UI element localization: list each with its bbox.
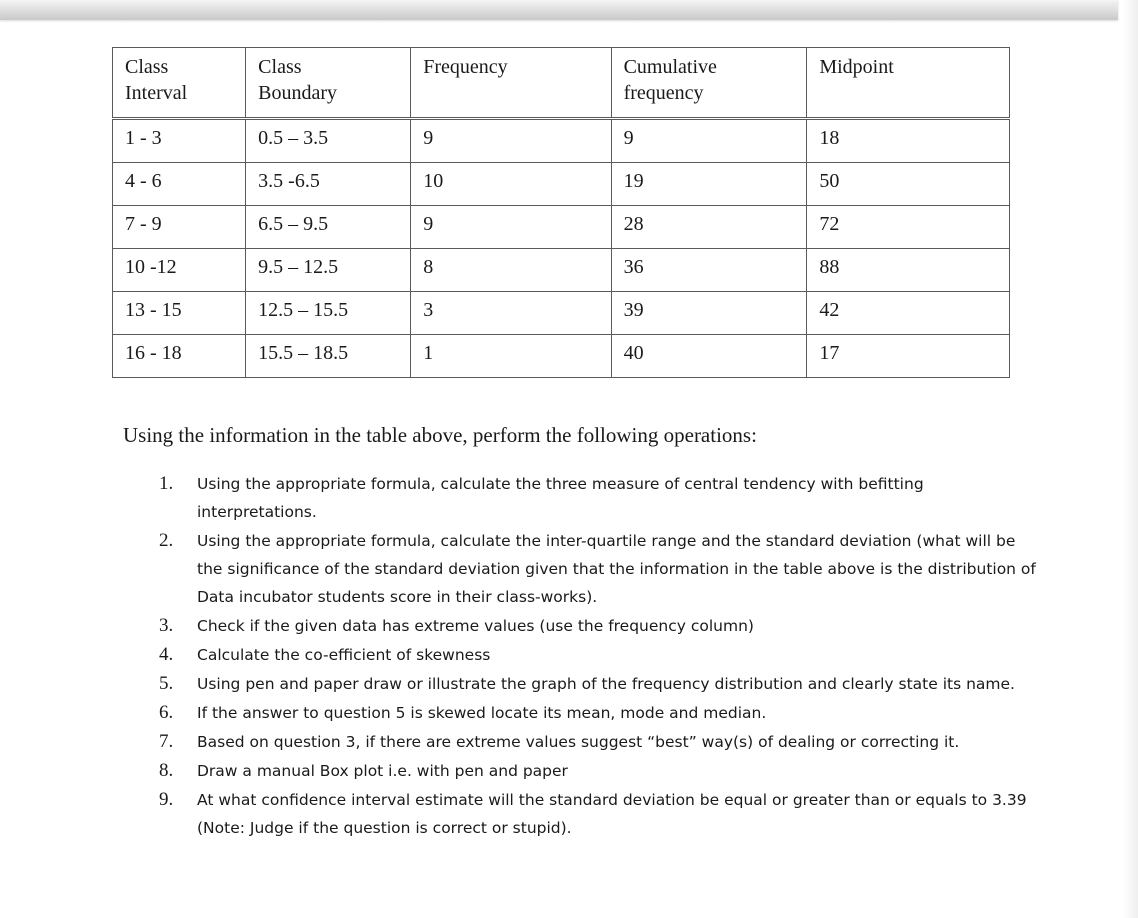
cell-class-boundary: 3.5 -6.5 [246, 163, 411, 206]
question-number: 2. [159, 530, 174, 551]
question-item [153, 470, 1043, 526]
question-item [153, 670, 1043, 698]
question-text: Check if the given data has extreme values (use the frequency column) [197, 617, 754, 635]
page-right-edge [1122, 0, 1138, 918]
window-top-edge [0, 0, 1118, 20]
cell-midpoint: 50 [807, 163, 1010, 206]
table-row [113, 249, 1010, 292]
cell-midpoint: 42 [807, 292, 1010, 335]
cell-midpoint: 18 [807, 119, 1010, 163]
question-number: 6. [159, 702, 174, 723]
cell-class-boundary: 6.5 – 9.5 [246, 206, 411, 249]
cell-frequency: 10 [411, 163, 611, 206]
question-text: If the answer to question 5 is skewed locate its mean, mode and median. [197, 704, 767, 722]
question-text: Based on question 3, if there are extreme values suggest “best” way(s) of dealing or correcting it. [197, 733, 960, 751]
cell-cumulative-frequency: 9 [611, 119, 807, 163]
frequency-table [112, 47, 1010, 378]
cell-frequency: 3 [411, 292, 611, 335]
table-row [113, 206, 1010, 249]
header-class-interval: Class Interval [113, 48, 246, 119]
question-item [153, 728, 1043, 756]
question-number: 5. [159, 673, 174, 694]
question-number: 1. [159, 473, 174, 494]
cell-class-interval: 10 -12 [113, 249, 246, 292]
question-text: Using the appropriate formula, calculate the three measure of central tendency with befitting interpretations. [197, 475, 924, 521]
cell-class-interval: 4 - 6 [113, 163, 246, 206]
cell-midpoint: 88 [807, 249, 1010, 292]
cell-cumulative-frequency: 36 [611, 249, 807, 292]
cell-class-interval: 7 - 9 [113, 206, 246, 249]
table-row [113, 163, 1010, 206]
cell-frequency: 9 [411, 206, 611, 249]
header-frequency: Frequency [411, 48, 611, 119]
table-row [113, 335, 1010, 378]
question-number: 9. [159, 789, 174, 810]
question-number: 4. [159, 644, 174, 665]
header-midpoint: Midpoint [807, 48, 1010, 119]
question-item [153, 786, 1043, 842]
question-number: 8. [159, 760, 174, 781]
question-text: Draw a manual Box plot i.e. with pen and paper [197, 762, 568, 780]
header-cumulative-frequency: Cumulative frequency [611, 48, 807, 119]
cell-frequency: 9 [411, 119, 611, 163]
question-list [153, 470, 1043, 843]
cell-class-interval: 13 - 15 [113, 292, 246, 335]
cell-class-boundary: 15.5 – 18.5 [246, 335, 411, 378]
cell-cumulative-frequency: 19 [611, 163, 807, 206]
cell-class-interval: 16 - 18 [113, 335, 246, 378]
question-item [153, 612, 1043, 640]
cell-frequency: 1 [411, 335, 611, 378]
question-number: 3. [159, 615, 174, 636]
question-item [153, 527, 1043, 611]
question-text: At what confidence interval estimate will the standard deviation be equal or greater than or equals to 3.39 (Note: Judge if the question is correct or stupid). [197, 791, 1027, 837]
question-text: Calculate the co-efficient of skewness [197, 646, 491, 664]
cell-class-interval: 1 - 3 [113, 119, 246, 163]
cell-class-boundary: 0.5 – 3.5 [246, 119, 411, 163]
question-item [153, 641, 1043, 669]
cell-frequency: 8 [411, 249, 611, 292]
cell-cumulative-frequency: 28 [611, 206, 807, 249]
cell-class-boundary: 9.5 – 12.5 [246, 249, 411, 292]
instructions-intro: Using the information in the table above, perform the following operations: [123, 423, 757, 447]
cell-midpoint: 17 [807, 335, 1010, 378]
header-class-boundary: Class Boundary [246, 48, 411, 119]
cell-midpoint: 72 [807, 206, 1010, 249]
question-item [153, 757, 1043, 785]
cell-cumulative-frequency: 40 [611, 335, 807, 378]
question-text: Using the appropriate formula, calculate the inter-quartile range and the standard deviation (what will be the significance of the standard deviation given that the information in the table above is the distribution of Data incubator students score in their class-works). [197, 532, 1036, 606]
question-text: Using pen and paper draw or illustrate the graph of the frequency distribution and clearly state its name. [197, 675, 1015, 693]
cell-cumulative-frequency: 39 [611, 292, 807, 335]
table-header-row [113, 48, 1010, 119]
table-row [113, 119, 1010, 163]
table-row [113, 292, 1010, 335]
cell-class-boundary: 12.5 – 15.5 [246, 292, 411, 335]
question-item [153, 699, 1043, 727]
question-number: 7. [159, 731, 174, 752]
